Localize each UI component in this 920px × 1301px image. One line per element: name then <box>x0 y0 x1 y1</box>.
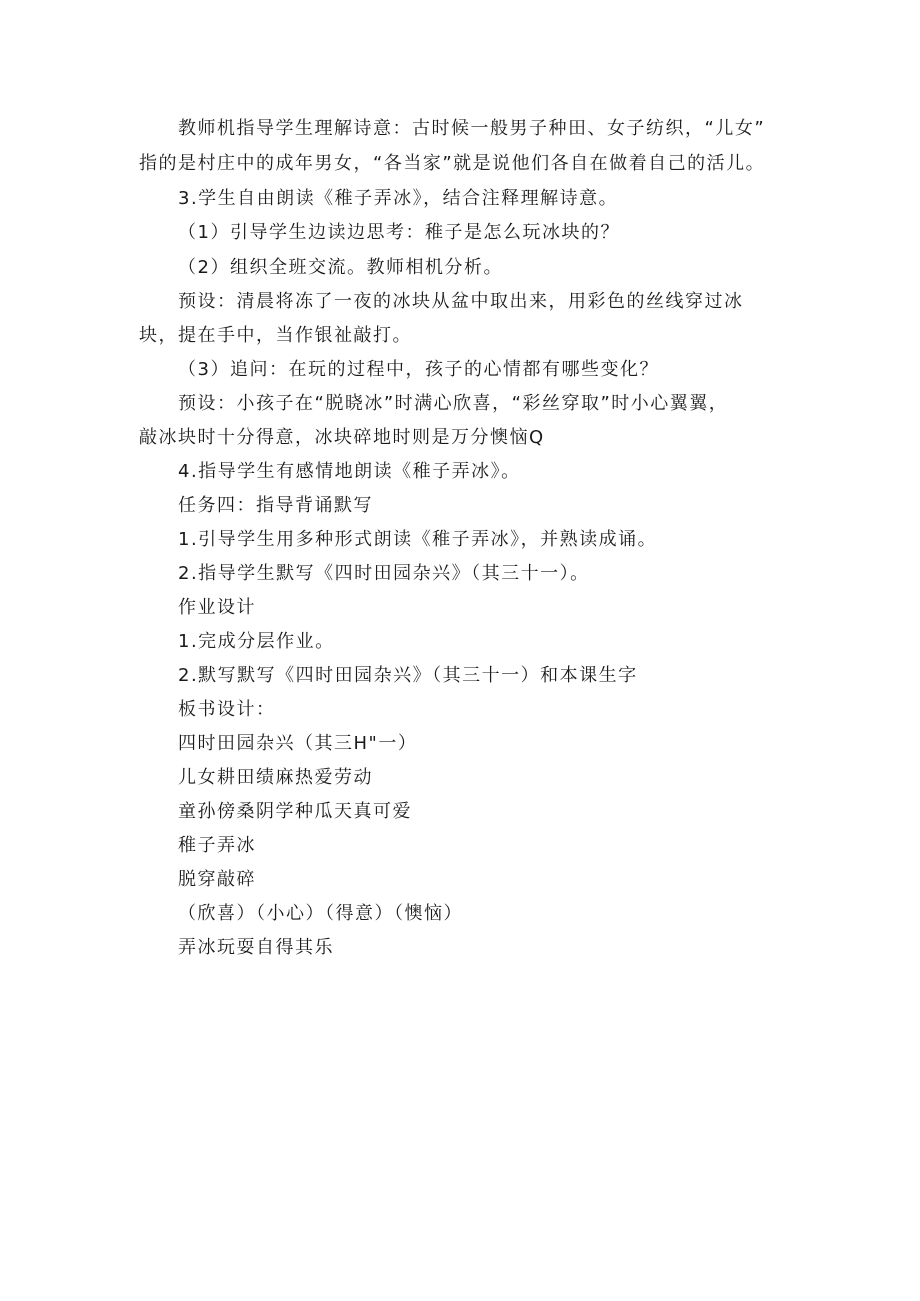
paragraph-line: 预设：清晨将冻了一夜的冰块从盆中取出来，用彩色的丝线穿过冰 <box>178 291 744 312</box>
board-line: 稚子弄冰 <box>178 835 256 856</box>
board-line: 童孙傍桑阴学种瓜天真可爱 <box>178 801 412 822</box>
board-line: 儿女耕田绩麻热爱劳动 <box>178 767 373 788</box>
paragraph-line: 块，提在手中，当作银祉敲打。 <box>139 325 412 346</box>
section-heading: 作业设计 <box>178 597 256 618</box>
board-line: 脱穿敲碎 <box>178 869 256 890</box>
board-line: 弄冰玩耍自得其乐 <box>178 937 334 958</box>
paragraph-line: 3.学生自由朗读《稚子弄冰》，结合注释理解诗意。 <box>178 188 619 209</box>
section-heading: 板书设计： <box>178 699 276 720</box>
paragraph-line: （1）引导学生边读边思考：稚子是怎么玩冰块的？ <box>178 222 620 243</box>
section-heading: 任务四：指导背诵默写 <box>178 495 373 516</box>
paragraph-line: 1.完成分层作业。 <box>178 631 335 652</box>
paragraph-line: 1.引导学生用多种形式朗读《稚子弄冰》，并熟读成诵。 <box>178 529 658 550</box>
paragraph-line: 4.指导学生有感情地朗读《稚子弄冰》。 <box>178 461 521 482</box>
paragraph-line: 指的是村庄中的成年男女，“各当家”就是说他们各自在做着自己的活儿。 <box>139 153 766 174</box>
paragraph-line: 敲冰块时十分得意，冰块碎地时则是万分懊恼Q <box>139 427 545 448</box>
paragraph-line: 2.默写默写《四时田园杂兴》（其三十一）和本课生字 <box>178 665 638 686</box>
paragraph-line: 预设：小孩子在“脱晓冰”时满心欣喜，“彩丝穿取”时小心翼翼， <box>178 393 729 414</box>
board-line: 四时田园杂兴（其三H"一） <box>178 733 418 754</box>
paragraph-line: （3）追问：在玩的过程中，孩子的心情都有哪些变化？ <box>178 359 659 380</box>
paragraph-line: 2.指导学生默写《四时田园杂兴》（其三十一）。 <box>178 563 590 584</box>
paragraph-line: 教师机指导学生理解诗意：古时候一般男子种田、女子纺织，“儿女” <box>178 118 766 139</box>
paragraph-line: （2）组织全班交流。教师相机分析。 <box>178 257 503 278</box>
board-line: （欣喜）（小心）（得意）（懊恼） <box>178 903 463 924</box>
